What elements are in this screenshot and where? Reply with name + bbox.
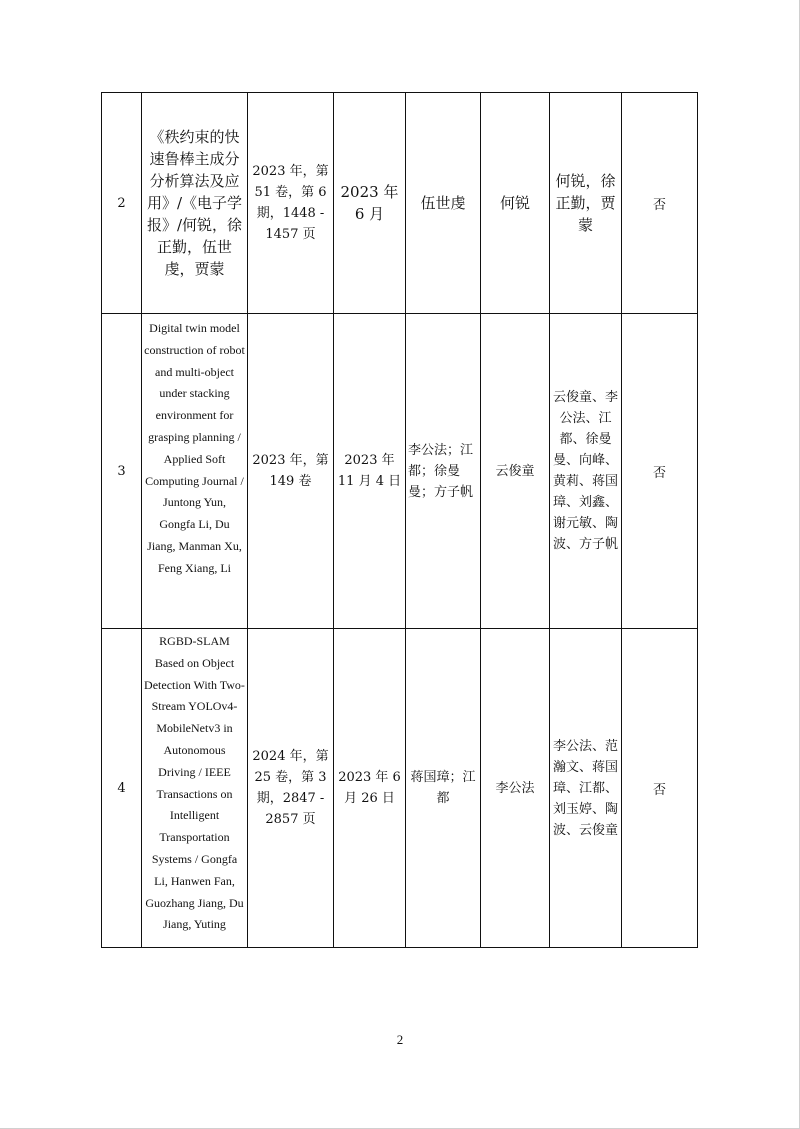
table-row (102, 314, 698, 629)
paper-title-text: Digital twin model construction of robot and multi-object under stacking environment for grasping planning / Applied Soft Computing Journal / Juntong Yun, Gongfa Li, Du Jiang, Manman Xu, Feng Xiang, Li (144, 321, 245, 575)
corresponding-author: 李公法；江都；徐曼曼；方子帆 (406, 314, 481, 629)
row-index: 2 (102, 93, 142, 314)
first-author: 云俊童 (481, 314, 550, 629)
volume-pages: 2023 年，第 51 卷，第 6 期，1448 - 1457 页 (248, 93, 334, 314)
corresponding-author: 伍世虔 (406, 93, 481, 314)
paper-title (142, 629, 248, 948)
publish-date: 2023 年 11 月 4 日 (334, 314, 406, 629)
paper-title: 《秩约束的快速鲁棒主成分分析算法及应用》/《电子学报》/何锐，徐正勤，伍世虔，贾蒙 (142, 93, 248, 314)
flag: 否 (622, 314, 698, 629)
volume-pages: 2023 年，第 149 卷 (248, 314, 334, 629)
row-index: 3 (102, 314, 142, 629)
flag: 否 (622, 629, 698, 948)
page-number: 2 (396, 1032, 404, 1047)
first-author: 李公法 (481, 629, 550, 948)
paper-title (142, 314, 248, 629)
table-row (102, 629, 698, 948)
volume-pages: 2024 年，第 25 卷，第 3 期，2847 - 2857 页 (248, 629, 334, 948)
publication-table (101, 92, 698, 948)
row-index: 4 (102, 629, 142, 948)
first-author: 何锐 (481, 93, 550, 314)
other-authors: 李公法、范瀚文、蒋国璋、江都、刘玉婷、陶波、云俊童 (550, 629, 622, 948)
table-row (102, 93, 698, 314)
publish-date: 2023 年 6 月 26 日 (334, 629, 406, 948)
other-authors: 云俊童、李公法、江都、徐曼曼、向峰、黄莉、蒋国璋、刘鑫、谢元敏、陶波、方子帆 (550, 314, 622, 629)
other-authors: 何锐，徐正勤，贾蒙 (550, 93, 622, 314)
publish-date: 2023 年 6 月 (334, 93, 406, 314)
corresponding-author: 蒋国璋；江都 (406, 629, 481, 948)
paper-title-text: RGBD-SLAM Based on Object Detection With Two-Stream YOLOv4-MobileNetv3 in Autonomous Driving / IEEE Transactions on Intelligent Transportation Systems / Gongfa Li, Hanwen Fan, Guozhang Jiang, Du Jiang, Yuting (144, 634, 245, 932)
flag: 否 (622, 93, 698, 314)
